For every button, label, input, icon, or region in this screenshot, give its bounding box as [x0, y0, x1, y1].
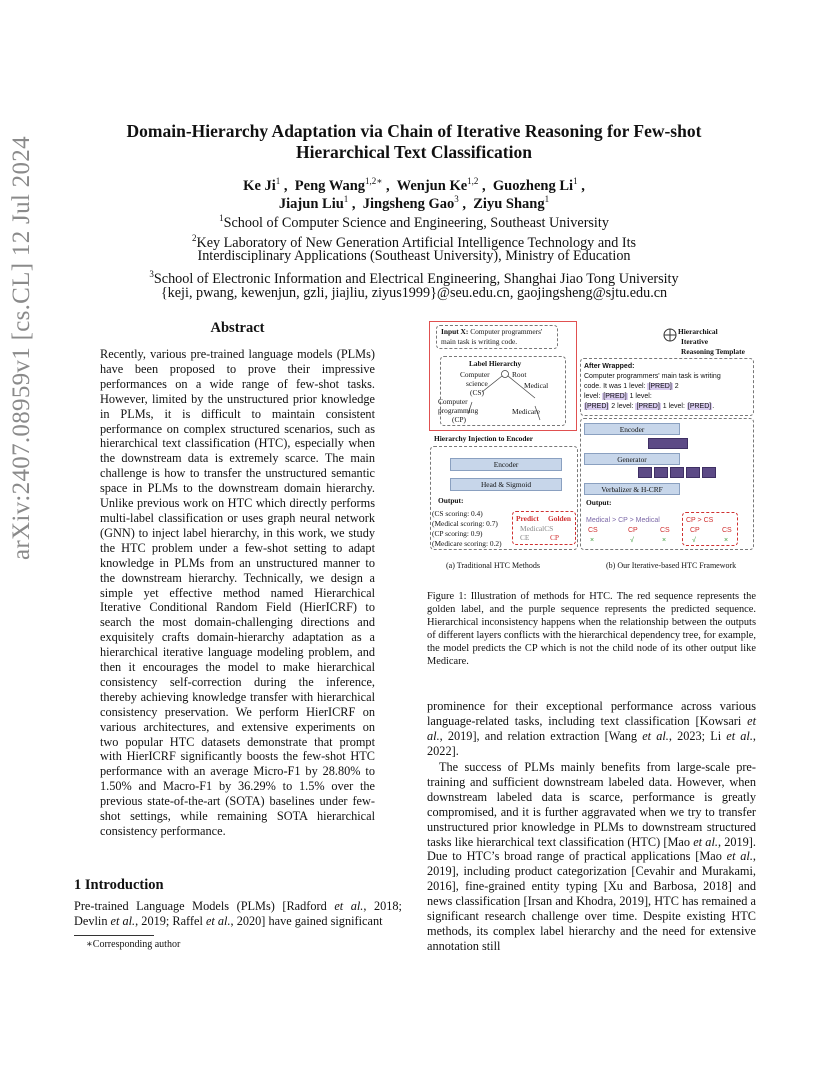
template-label: Hierarchical: [678, 327, 718, 336]
author-name: Guozheng Li: [492, 178, 574, 194]
section-heading-introduction: 1 Introduction: [74, 877, 164, 893]
row-label: CS: [722, 527, 732, 534]
author-sup: 1,2∗: [365, 176, 383, 186]
cp-node-2: programming: [438, 406, 479, 415]
abstract-heading: Abstract: [210, 320, 265, 336]
author-name: Wenjun Ke: [396, 178, 468, 194]
mark: ×: [662, 537, 667, 544]
row-label: CP: [628, 527, 638, 534]
body-paragraph-2: The success of PLMs mainly benefits from large-scale pre-training and sufficient downstream labeled data. However, when downstream labeled data is scarce, performance is greatly compromised, and it is further aggravated when we try to transfer unstructured prior knowledge in PLMs to downstream structured tasks like hierarchical text classification (HTC) [Mao et al., 2019]. Due to HTC’s broad range of practical applications [Mao et al., 2019], including product categorization [Cevahir and Murakami, 2016], fine-grained entity typing [Xu and Barbosa, 2018] and news classification [Irsan and Khodra, 2019], HTC has remained a significant research challenge over time. Despite existing HTC methods, its complex label hierarchy and the need for extensive annotation still: [427, 760, 756, 953]
wrapped-text-1: Computer programmers' main task is writing: [584, 373, 721, 380]
author-sup: 3: [454, 194, 459, 204]
author-line-1: Ke Ji$^1$ , Peng Wang$^{1,2∗}$ , Wenjun Ke$^{1,2}$ , Guozheng Li$^1$ ,: [243, 176, 585, 194]
author-name: Jiajun Liu: [278, 196, 344, 212]
golden-label: Golden: [548, 514, 571, 523]
input-text: Input X: Computer programmers': [441, 327, 543, 336]
intro-paragraph: Pre-trained Language Models (PLMs) [Radford et al., 2018; Devlin et al., 2019; Raffel et al., 2020] have gained significant: [74, 899, 402, 928]
cs-node-2: science: [466, 379, 488, 388]
mark: ×: [590, 537, 595, 544]
mark: √: [630, 537, 634, 544]
mark: ×: [724, 537, 729, 544]
score-cs: (CS scoring: 0.4): [432, 509, 483, 518]
golden-chain: CP > CS: [686, 517, 714, 524]
predict-label: Predict: [516, 514, 539, 523]
row-label: CS: [588, 527, 598, 534]
paper-title: [60, 121, 768, 163]
author-sup: 1: [544, 194, 550, 204]
row-label: CP: [690, 527, 700, 534]
author-line-2: Jiajun Liu$^1$ , Jingsheng Gao$^3$ , Ziyu Shang$^1$: [278, 194, 550, 212]
encoder-output-bar: [648, 438, 688, 449]
score-medical: (Medical scoring: 0.7): [432, 519, 498, 528]
after-wrapped-label: After Wrapped:: [584, 363, 635, 370]
author-sup: 1: [343, 194, 349, 204]
predicted-chain: Medical > CP > Medical: [586, 517, 660, 524]
pred-ce: CE: [520, 533, 530, 542]
output-label-a: Output:: [438, 496, 464, 505]
wrapped-text-4: [PRED] 2 level: [PRED] 1 level: [PRED].: [585, 403, 715, 410]
author-name: Peng Wang: [294, 178, 366, 194]
affiliation-2-cont: Interdisciplinary Applications (Southeast University), Ministry of Education: [197, 248, 631, 264]
title-line-1: Domain-Hierarchy Adaptation via Chain of Iterative Reasoning for Few-shot: [126, 121, 702, 141]
abstract-body: Recently, various pre-trained language models (PLMs) have been proposed to prove their impressive performances on a wide range of few-shot tasks. However, limited by the unstructured prior knowledge in PLMs, it is difficult to maintain consistent performance on complex structured scenarios, such as hierarchical text classification (HTC), especially when the downstream data is extremely scarce. The main challenge is how to transfer the unstructured semantic space in PLMs to the downstream domain hierarchy. Unlike previous work on HTC which directly performs multi-label classification or uses graph neural network (GNN) to inject label hierarchy, in this work, we study the HTC problem under a few-shot setting to adapt knowledge in PLMs from an unstructured manner to the downstream hierarchy. Technically, we design a simple yet effective method named Hierarchical Iterative Conditional Random Field (HierICRF) to search the most domain-challenging directions and exquisitely crafts domain-hierarchy adaptation as a hierarchical iterative language modeling problem, and then it encourages the model to make hierarchical consistency self-correction during the inference, thereby achieving knowledge transfer with hierarchical consistency preservation. We perform HierICRF on various architectures, and extensive experiments on two popular HTC datasets demonstrate that prompt with HierICRF significantly boosts the few-shot HTC performance with an average Micro-F1 by 28.80% to 1.50% and Macro-F1 by 36.29% to 1.5% over the previous state-of-the-art (SOTA) baselines under few-shot settings, while remaining SOTA hierarchical consistency performance.: [100, 347, 375, 838]
pred-medical: MedicalCS: [520, 524, 554, 533]
hierarchy-injection-label: Hierarchy Injection to Encoder: [434, 434, 534, 443]
author-sup: 1: [275, 176, 281, 186]
footnote: ∗Corresponding author: [86, 939, 181, 950]
subcaption-a: (a) Traditional HTC Methods: [446, 561, 540, 570]
author-sup: 1,2: [467, 176, 479, 186]
author-name: Jingsheng Gao: [362, 196, 455, 212]
aff-text: Key Laboratory of New Generation Artificial Intelligence Technology and Its: [196, 235, 637, 251]
aff-sup: 2: [191, 233, 197, 243]
label-hierarchy-title: Label Hierarchy: [469, 359, 522, 368]
row-label: CS: [660, 527, 670, 534]
cs-node: Computer: [460, 370, 490, 379]
root-node: Root: [512, 370, 527, 379]
generator-block: Generator: [584, 453, 680, 465]
aff-sup: 3: [149, 269, 154, 279]
score-cp: (CP scoring: 0.9): [432, 529, 483, 538]
generated-token: [702, 467, 716, 478]
cs-node-3: (CS): [470, 388, 484, 397]
gold-cp: CP: [550, 533, 560, 542]
encoder-block-a: Encoder: [450, 458, 562, 471]
emails: {keji, pwang, kewenjun, gzli, jiajliu, ziyus1999}@seu.edu.cn, gaojingsheng@sjtu.edu.cn: [160, 285, 668, 301]
generated-token: [638, 467, 652, 478]
cp-node-3: (CP): [452, 415, 466, 424]
arxiv-identifier: arXiv:2407.08959v1 [cs.CL] 12 Jul 2024: [8, 136, 35, 560]
encoder-block-b: Encoder: [584, 423, 680, 435]
figure-1: [426, 320, 758, 578]
cp-node: Computer: [438, 397, 468, 406]
figure-caption: Figure 1: Illustration of methods for HTC. The red sequence represents the golden label, and the purple sequence represents the predicted sequence. Hierarchical inconsistency happens when the relationship between the outputs of different layers conflicts with the hierarchical dependency tree, for example, the model predicts the CP which is not the child node of its other output like Medicare.: [427, 591, 756, 667]
wrapped-text-2: code. It was 1 level: [PRED] 2: [584, 383, 679, 390]
medicare-node: Medicare: [512, 407, 540, 416]
input-text-2: main task is writing code.: [441, 337, 518, 346]
title-line-2: Hierarchical Text Classification: [296, 142, 532, 162]
subcaption-b: (b) Our Iterative-based HTC Framework: [606, 561, 737, 570]
author-name: Ziyu Shang: [473, 196, 545, 212]
author-sup: 1: [573, 176, 578, 186]
footnote-rule: [74, 935, 154, 936]
generated-token: [654, 467, 668, 478]
score-medicare: (Medicare scoring: 0.2): [432, 539, 502, 548]
generated-token: [686, 467, 700, 478]
wrapped-text-3: level: [PRED] 1 level:: [584, 393, 652, 400]
template-label-2: Iterative: [681, 337, 709, 346]
verbalizer-block: Verbalizer & H-CRF: [584, 483, 680, 495]
head-sigmoid-block: Head & Sigmoid: [450, 478, 562, 491]
aff-text: School of Computer Science and Engineering, Southeast University: [223, 215, 609, 231]
aff-text: School of Electronic Information and Electrical Engineering, Shanghai Jiao Tong University: [153, 271, 679, 287]
generated-token: [670, 467, 684, 478]
aff-sup: 1: [219, 213, 224, 223]
medical-node: Medical: [524, 381, 549, 390]
template-label-3: Reasoning Template: [681, 347, 745, 356]
author-name: Ke Ji: [243, 178, 276, 194]
output-label-b: Output:: [586, 498, 612, 507]
mark: √: [692, 537, 696, 544]
body-paragraph-1: prominence for their exceptional performance across various language-related tasks, including text classification [Kowsari et al., 2019], and relation extraction [Wang et al., 2023; Li et al., 2022].: [427, 699, 756, 758]
